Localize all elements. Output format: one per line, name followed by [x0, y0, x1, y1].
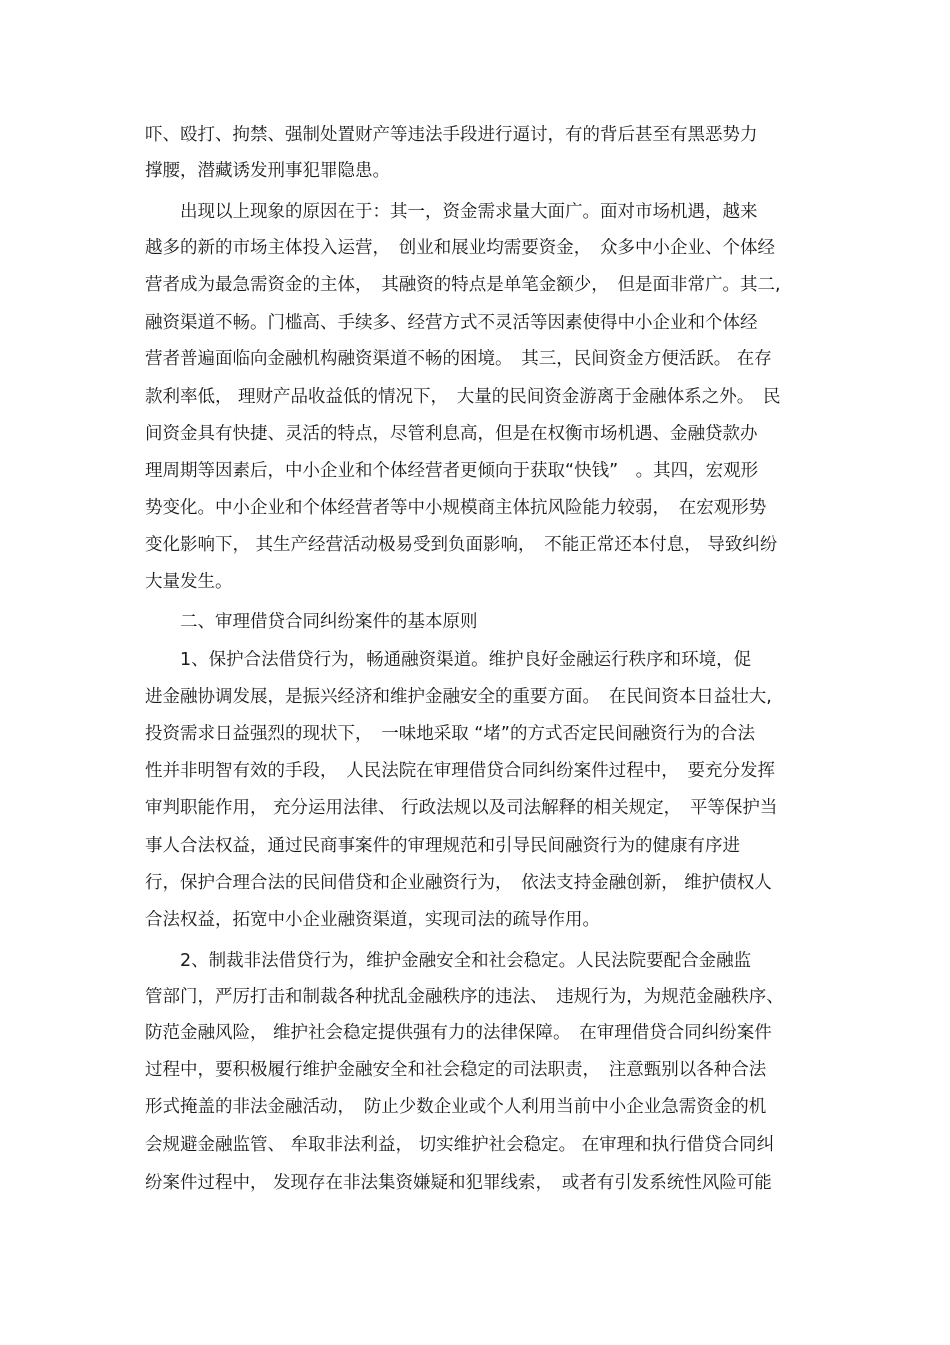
- text-line: 营者成为最急需资金的主体， 其融资的特点是单笔金额少， 但是面非常广。其二,: [145, 275, 781, 295]
- text-line: 间资金具有快捷、灵活的特点，尽管利息高，但是在权衡市场机遇、金融贷款办: [145, 424, 758, 444]
- text-line: 出现以上现象的原因在于：其一，资金需求量大面广。面对市场机遇，越来: [145, 202, 758, 222]
- text-line: 行，保护合理合法的民间借贷和企业融资行为， 依法支持金融创新， 维护债权人: [145, 873, 772, 893]
- section-heading: 二、审理借贷合同纠纷案件的基本原则: [145, 612, 478, 632]
- text-line: 审判职能作用， 充分运用法律、 行政法规以及司法解释的相关规定， 平等保护当: [145, 798, 778, 818]
- text-line: 撑腰，潜藏诱发刑事犯罪隐患。: [145, 161, 390, 181]
- text-line: 纷案件过程中， 发现存在非法集资嫌疑和犯罪线索， 或者有引发系统性风险可能: [145, 1173, 772, 1193]
- text-line: 营者普遍面临向金融机构融资渠道不畅的困境。 其三，民间资金方便活跃。 在存: [145, 349, 772, 369]
- text-line: 大量发生。: [145, 572, 233, 592]
- text-line: 管部门，严厉打击和制裁各种扰乱金融秩序的违法、 违规行为，为规范金融秩序、: [145, 987, 784, 1007]
- text-line: 投资需求日益强烈的现状下， 一味地采取 “堵”的方式否定民间融资行为的合法: [145, 724, 755, 744]
- text-line: 吓、殴打、拘禁、强制处置财产等违法手段进行逼讨，有的背后甚至有黑恶势力: [145, 125, 758, 145]
- text-line: 进金融协调发展，是振兴经济和维护金融安全的重要方面。 在民间资本日益壮大,: [145, 687, 772, 707]
- text-line: 越多的新的市场主体投入运营， 创业和展业均需要资金， 众多中小企业、个体经: [145, 238, 775, 258]
- text-line: 融资渠道不畅。门槛高、手续多、经营方式不灵活等因素使得中小企业和个体经: [145, 313, 758, 333]
- text-line: 款利率低， 理财产品收益低的情况下， 大量的民间资金游离于金融体系之外。 民: [145, 387, 781, 407]
- text-line: 合法权益，拓宽中小企业融资渠道，实现司法的疏导作用。: [145, 910, 600, 930]
- text-line: 势变化。中小企业和个体经营者等中小规模商主体抗风险能力较弱， 在宏观形势: [145, 498, 767, 518]
- text-line: 2、制裁非法借贷行为，维护金融安全和社会稳定。人民法院要配合金融监: [145, 951, 752, 971]
- text-line: 过程中，要积极履行维护金融安全和社会稳定的司法职责， 注意甄别以各种合法: [145, 1060, 767, 1080]
- text-line: 事人合法权益，通过民商事案件的审理规范和引导民间融资行为的健康有序进: [145, 836, 740, 856]
- text-line: 会规避金融监管、 牟取非法利益， 切实维护社会稳定。 在审理和执行借贷合同纠: [145, 1135, 775, 1155]
- text-line: 性并非明智有效的手段， 人民法院在审理借贷合同纠纷案件过程中， 要充分发挥: [145, 761, 775, 781]
- text-line: 1、保护合法借贷行为，畅通融资渠道。维护良好金融运行秩序和环境，促: [145, 650, 752, 670]
- text-line: 理周期等因素后，中小企业和个体经营者更倾向于获取“快钱” 。其四，宏观形: [145, 461, 759, 481]
- text-line: 变化影响下， 其生产经营活动极易受到负面影响， 不能正常还本付息， 导致纠纷: [145, 535, 778, 555]
- text-line: 防范金融风险， 维护社会稳定提供强有力的法律保障。 在审理借贷合同纠纷案件: [145, 1023, 772, 1043]
- text-line: 形式掩盖的非法金融活动， 防止少数企业或个人利用当前中小企业急需资金的机: [145, 1097, 767, 1117]
